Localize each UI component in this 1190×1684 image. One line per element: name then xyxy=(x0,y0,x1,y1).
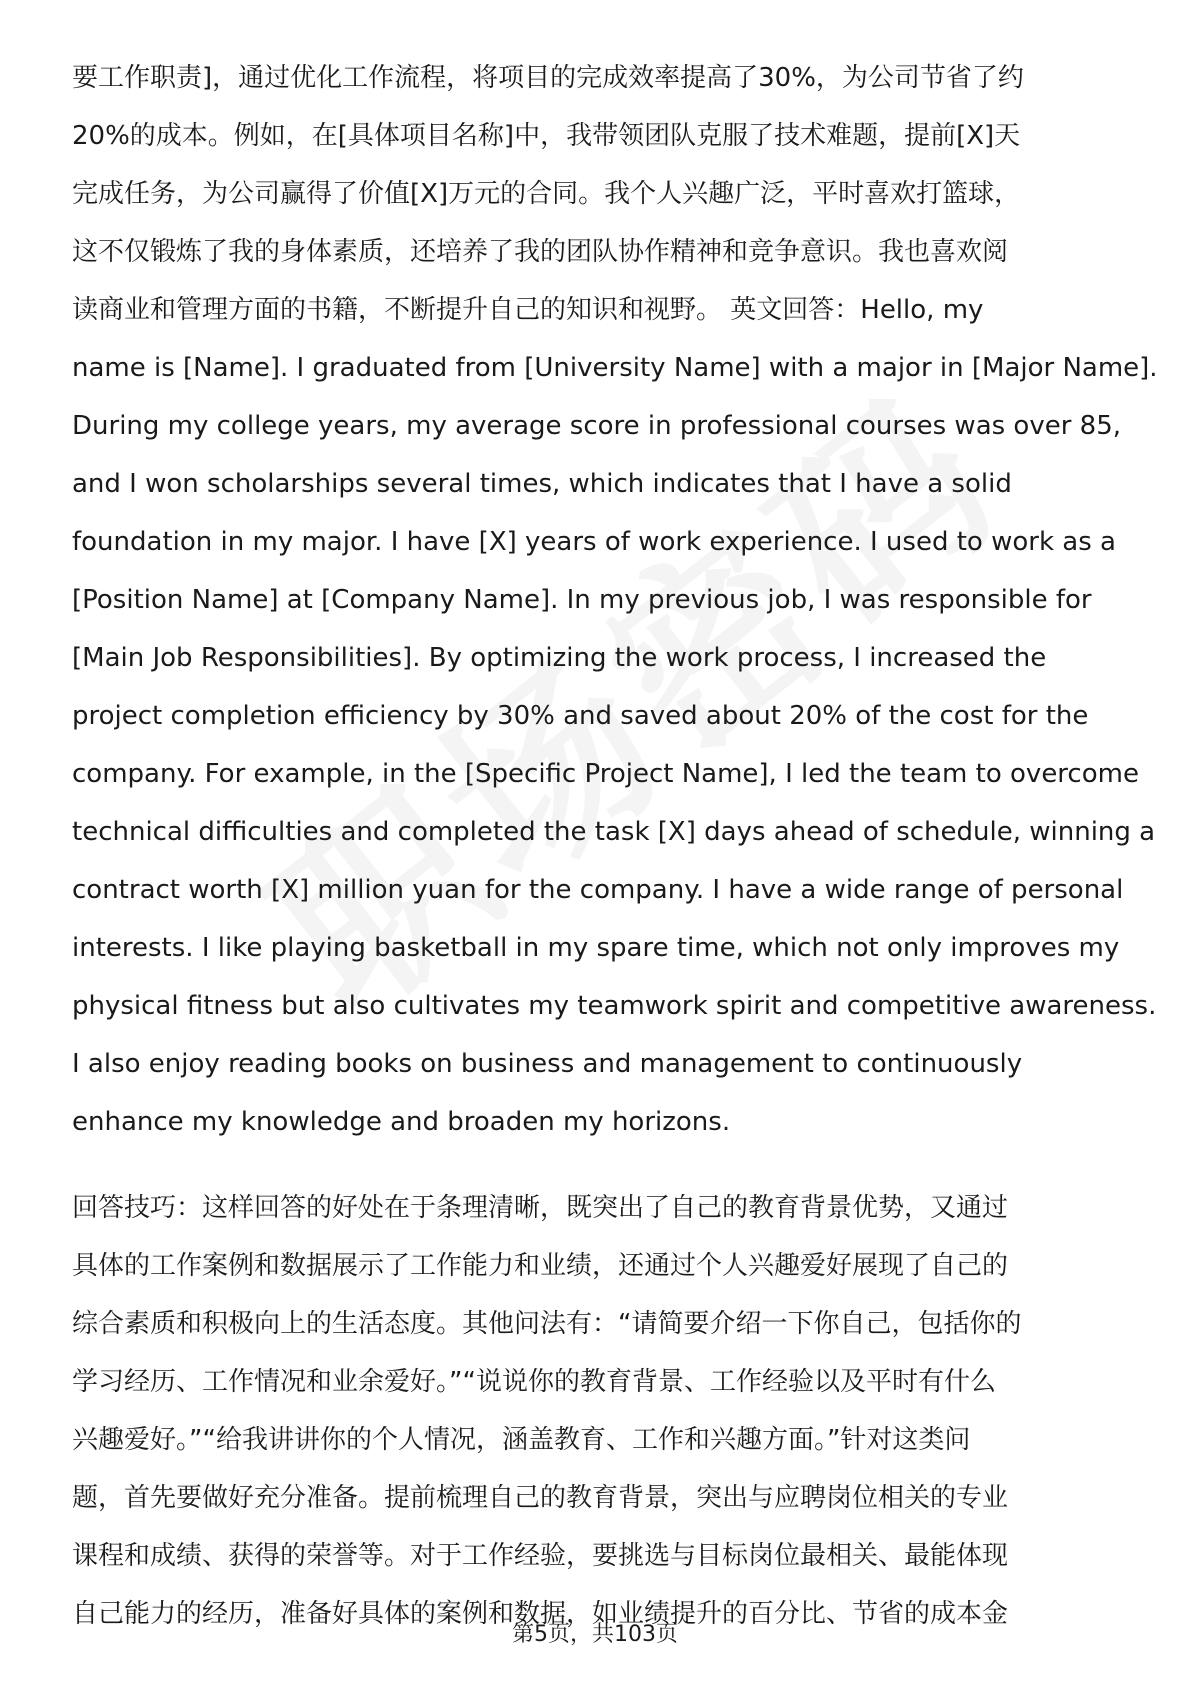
page-number: 第5页，共103页 xyxy=(512,1622,678,1647)
page-content xyxy=(72,0,1158,1643)
text-line: interests. I like playing basketball in my spare time, which not only improves my xyxy=(72,933,1120,963)
text-line: name is [Name]. I graduated from [University Name] with a major in [Major Name]. xyxy=(72,353,1158,383)
text-line: 题，首先要做好充分准备。提前梳理自己的教育背景，突出与应聘岗位相关的专业 xyxy=(72,1483,1009,1513)
text-line: 这不仅锻炼了我的身体素质，还培养了我的团队协作精神和竞争意识。我也喜欢阅 xyxy=(72,237,1009,267)
text-line: and I won scholarships several times, which indicates that I have a solid xyxy=(72,469,1012,499)
text-line: physical fitness but also cultivates my teamwork spirit and competitive awareness. xyxy=(72,991,1157,1021)
text-line: 回答技巧：这样回答的好处在于条理清晰，既突出了自己的教育背景优势，又通过 xyxy=(72,1193,1009,1223)
text-line: company. For example, in the [Specific Project Name], I led the team to overcome xyxy=(72,759,1139,789)
text-line: 兴趣爱好。”“给我讲讲你的个人情况，涵盖教育、工作和兴趣方面。”针对这类问 xyxy=(72,1425,971,1455)
text-line: 综合素质和积极向上的生活态度。其他问法有：“请简要介绍一下你自己，包括你的 xyxy=(72,1309,1022,1339)
text-line: 读商业和管理方面的书籍，不断提升自己的知识和视野。 英文回答：Hello, my xyxy=(72,295,984,325)
text-line: 完成任务，为公司赢得了价值[X]万元的合同。我个人兴趣广泛，平时喜欢打篮球， xyxy=(72,179,1021,209)
text-line: I also enjoy reading books on business and management to continuously xyxy=(72,1049,1023,1079)
text-line: [Main Job Responsibilities]. By optimizing the work process, I increased the xyxy=(72,643,1047,673)
text-line: 20%的成本。例如，在[具体项目名称]中，我带领团队克服了技术难题，提前[X]天 xyxy=(72,121,1021,151)
text-line: contract worth [X] million yuan for the company. I have a wide range of personal xyxy=(72,875,1124,905)
text-line: During my college years, my average score in professional courses was over 85, xyxy=(72,411,1122,441)
text-line: [Position Name] at [Company Name]. In my previous job, I was responsible for xyxy=(72,585,1092,615)
paragraph-answer-tips xyxy=(72,1179,1128,1643)
text-line: 学习经历、工作情况和业余爱好。”“说说你的教育背景、工作经验以及平时有什么 xyxy=(72,1367,996,1397)
text-line: technical difficulties and completed the task [X] days ahead of schedule, winning a xyxy=(72,817,1156,847)
text-line: 课程和成绩、获得的荣誉等。对于工作经验，要挑选与目标岗位最相关、最能体现 xyxy=(72,1541,1009,1571)
text-line: enhance my knowledge and broaden my horizons. xyxy=(72,1107,731,1137)
text-line: 具体的工作案例和数据展示了工作能力和业绩，还通过个人兴趣爱好展现了自己的 xyxy=(72,1251,1009,1281)
text-line: 自己能力的经历，准备好具体的案例和数据，如业绩提升的百分比、节省的成本金 xyxy=(72,1599,1009,1629)
text-line: project completion efficiency by 30% and saved about 20% of the cost for the xyxy=(72,701,1089,731)
text-line: 要工作职责]，通过优化工作流程，将项目的完成效率提高了30%，为公司节省了约 xyxy=(72,63,1024,93)
text-line: foundation in my major. I have [X] years of work experience. I used to work as a xyxy=(72,527,1116,557)
paragraph-answer xyxy=(72,49,1158,1151)
